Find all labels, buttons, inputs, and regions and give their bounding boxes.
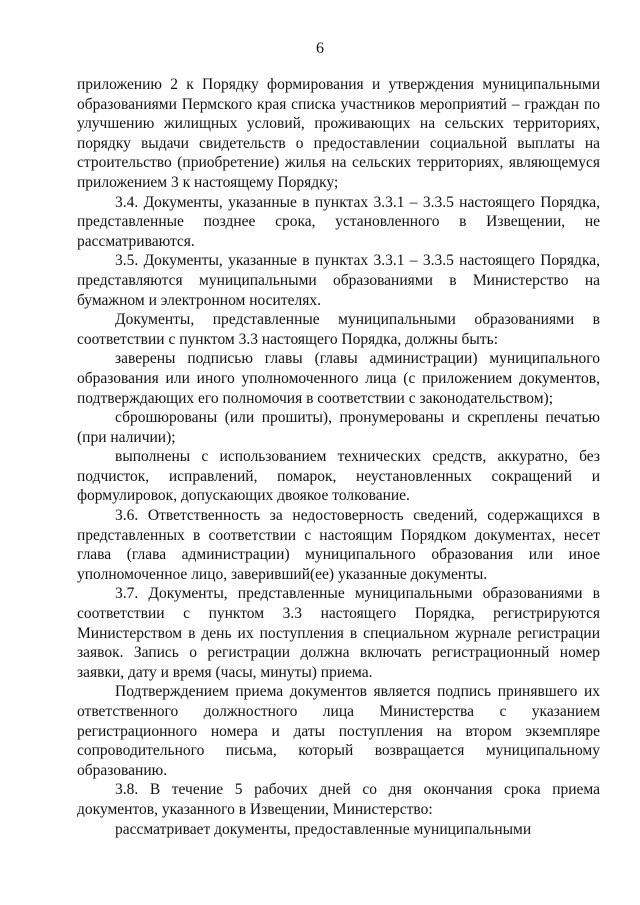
paragraph-confirmation: Подтверждением приема документов является подпись принявшего их ответственного должностного лица Министерства с указанием регистрационного номера и даты поступления на втором экземпляре сопроводительного письма, который возвращается муниципальному образованию.	[77, 683, 600, 779]
paragraph-executed: выполнены с использованием технических средств, аккуратно, без подчисток, исправлений, помарок, неустановленных сокращений и формулировок, допускающих двоякое толкование.	[77, 448, 600, 505]
paragraph-3-7: 3.7. Документы, представленные муниципальными образованиями в соответствии с пунктом 3.3 настоящего Порядка, регистрируются Министерством в день их поступления в специальном журнале регистрации заявок. Запись о регистрации должна включать регистрационный номер заявки, дату и время (часы, минуты) приема.	[77, 585, 600, 681]
paragraph-signed: заверены подписью главы (главы администрации) муниципального образования или иного уполномоченного лица (с приложением документов, подтверждающих его полномочия в соответствии с законодательством);	[77, 350, 600, 407]
paragraph-3-5: 3.5. Документы, указанные в пунктах 3.3.1 – 3.3.5 настоящего Порядка, представляются муниципальными образованиями в Министерство на бумажном и электронном носителях.	[77, 252, 600, 309]
paragraph-3-6: 3.6. Ответственность за недостоверность сведений, содержащихся в представленных в соответствии с настоящим Порядком документах, несет глава (глава администрации) муниципального образования или иное уполномоченное лицо, заверивший(ее) указанные документы.	[77, 507, 600, 583]
paragraph-documents-requirements: Документы, представленные муниципальными образованиями в соответствии с пунктом 3.3 настоящего Порядка, должны быть:	[77, 311, 600, 348]
page-number: 6	[316, 40, 324, 57]
paragraph-3-4: 3.4. Документы, указанные в пунктах 3.3.1 – 3.3.5 настоящего Порядка, представленные позднее срока, установленного в Извещении, не рассматриваются.	[77, 193, 600, 250]
paragraph-reviews: рассматривает документы, предоставленные муниципальными	[115, 820, 532, 838]
paragraph-appendix-reference: приложению 2 к Порядку формирования и утверждения муниципальными образованиями Пермского края списка участников мероприятий – граждан по улучшению жилищных условий, проживающих на сельских территориях, порядку выдачи свидетельств о предоставлении социальной выплаты на строительство (приобретение) жилья на сельских территориях, являющемуся приложением 3 к настоящему Порядку;	[77, 76, 600, 191]
paragraph-3-8: 3.8. В течение 5 рабочих дней со дня окончания срока приема документов, указанного в Извещении, Министерство:	[77, 781, 600, 818]
document-body	[77, 75, 600, 839]
paragraph-bound: сброшюрованы (или прошиты), пронумерованы и скреплены печатью (при наличии);	[77, 409, 600, 446]
